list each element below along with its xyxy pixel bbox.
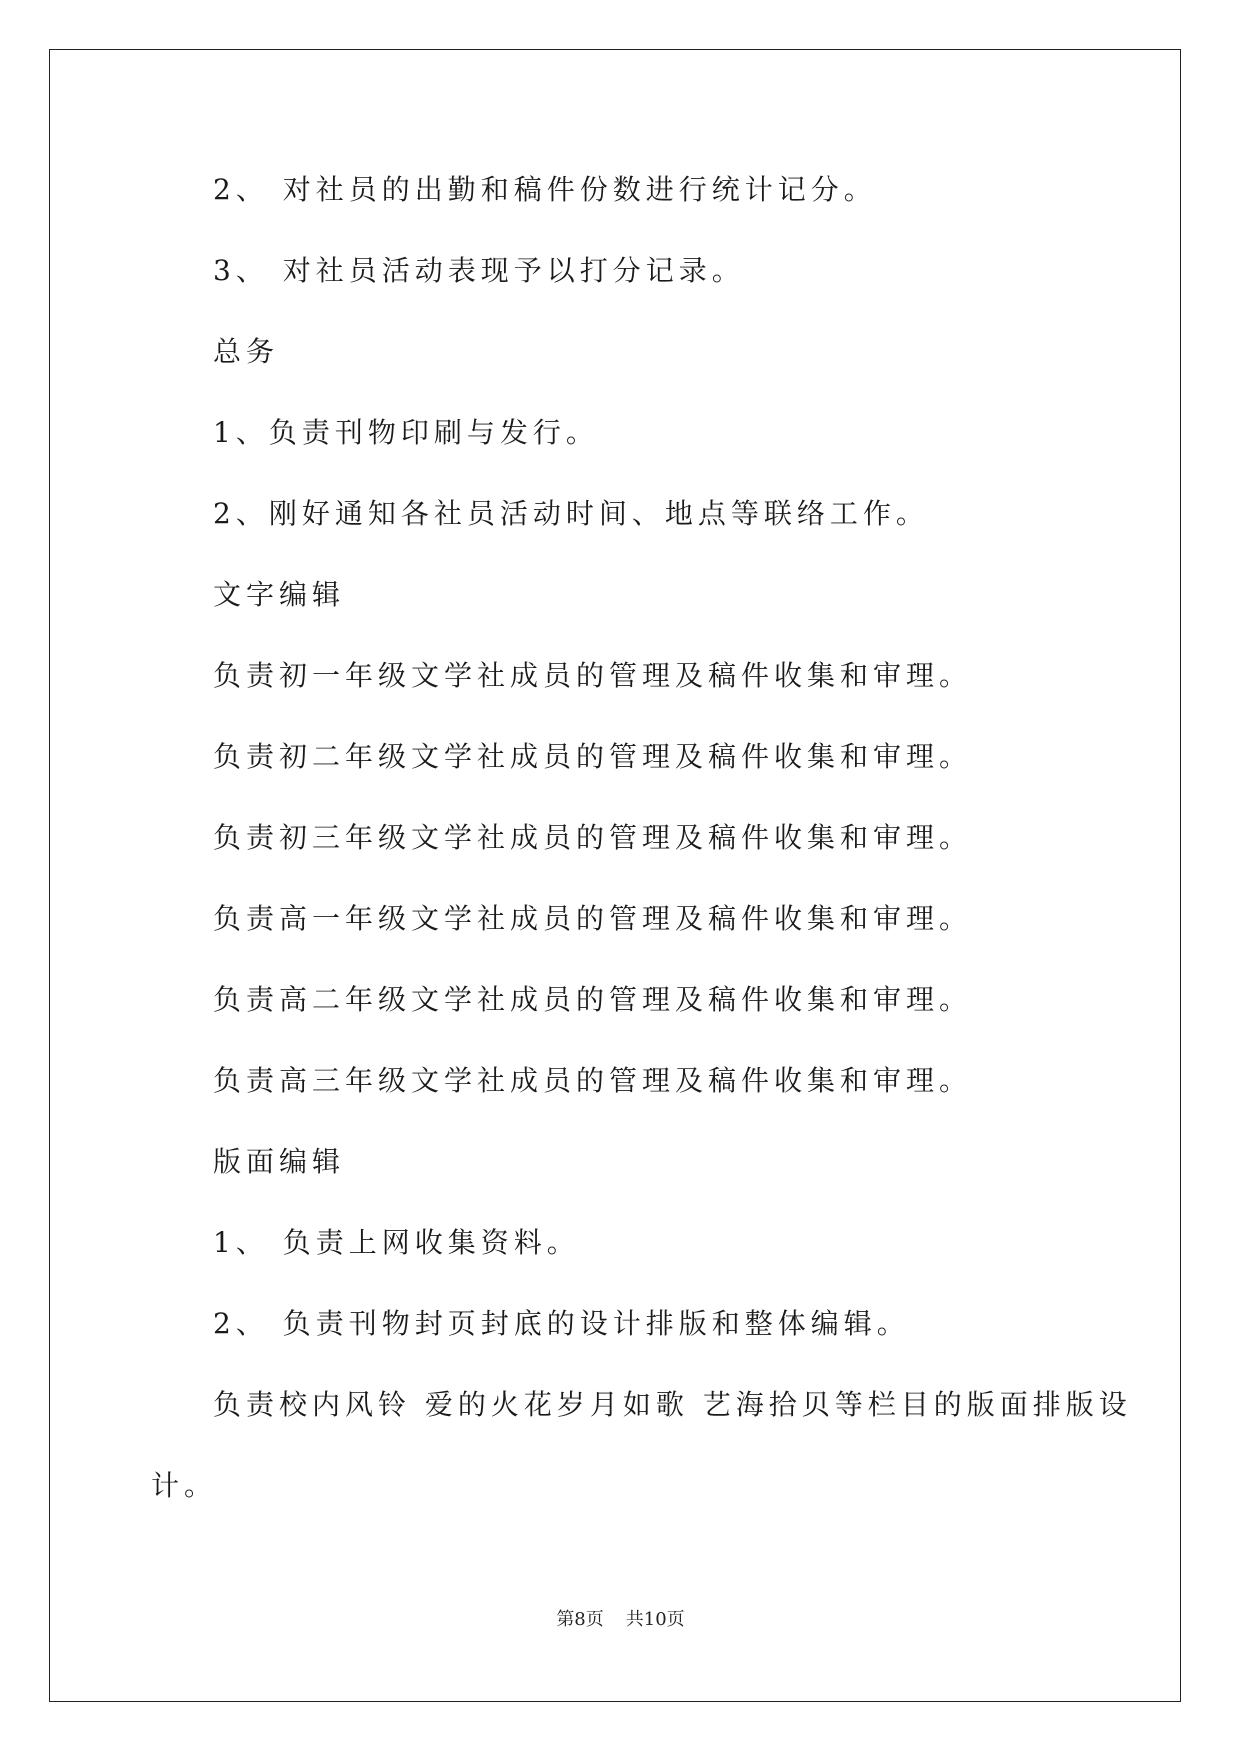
page-total: 共10页 [625, 1609, 685, 1630]
section-heading: 总务 [213, 335, 280, 368]
paragraph: 负责校内风铃 爱的火花岁月如歌 艺海拾贝等栏目的版面排版设 [213, 1388, 1132, 1421]
page-footer [0, 1608, 1241, 1632]
paragraph: 负责高一年级文学社成员的管理及稿件收集和审理。 [213, 902, 973, 935]
page-number: 第8页 [556, 1609, 604, 1630]
paragraph: 2、刚好通知各社员活动时间、地点等联络工作。 [213, 497, 929, 530]
paragraph: 负责高三年级文学社成员的管理及稿件收集和审理。 [213, 1064, 973, 1097]
paragraph: 2、 负责刊物封页封底的设计排版和整体编辑。 [213, 1307, 910, 1340]
paragraph: 负责初三年级文学社成员的管理及稿件收集和审理。 [213, 821, 973, 854]
paragraph-continuation: 计。 [151, 1469, 218, 1502]
paragraph: 负责初一年级文学社成员的管理及稿件收集和审理。 [213, 659, 973, 692]
section-heading: 文字编辑 [213, 578, 346, 611]
paragraph: 2、 对社员的出勤和稿件份数进行统计记分。 [213, 173, 877, 206]
section-heading: 版面编辑 [213, 1145, 346, 1178]
paragraph: 1、负责刊物印刷与发行。 [213, 416, 599, 449]
paragraph: 3、 对社员活动表现予以打分记录。 [213, 254, 745, 287]
paragraph: 1、 负责上网收集资料。 [213, 1226, 580, 1259]
paragraph: 负责初二年级文学社成员的管理及稿件收集和审理。 [213, 740, 973, 773]
paragraph: 负责高二年级文学社成员的管理及稿件收集和审理。 [213, 983, 973, 1016]
